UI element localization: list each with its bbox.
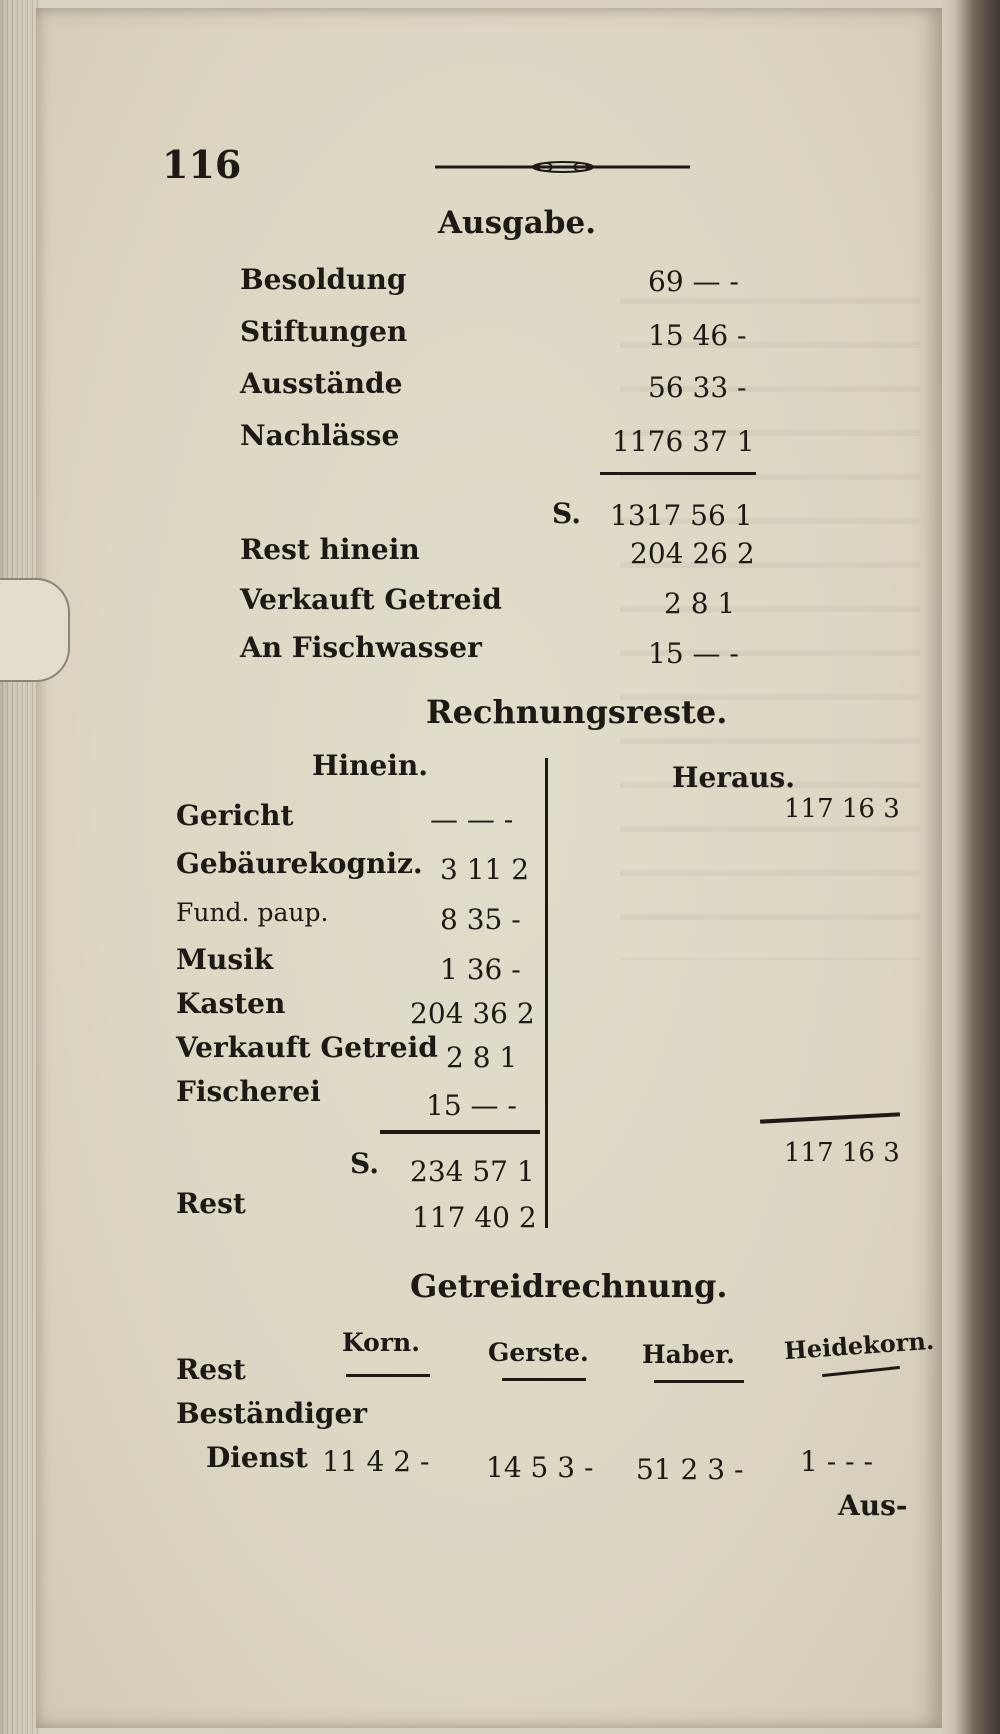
- sum-rule: [380, 1130, 540, 1134]
- rest-value: 2 8 1: [446, 1041, 518, 1074]
- heraus-value: 117 16 3: [784, 794, 900, 824]
- grain-column-head: Gerste.: [488, 1338, 589, 1367]
- ausgabe-sum-value: 1317 56 1: [610, 499, 753, 532]
- ausgabe-value: 56 33 -: [648, 371, 747, 404]
- ausgabe-value: 15 — -: [648, 637, 739, 670]
- column-rule: [502, 1378, 586, 1381]
- ausgabe-value: 69 — -: [648, 265, 739, 298]
- header-ornament: [435, 160, 690, 174]
- rest-value: — — -: [430, 803, 514, 836]
- rest-label: Verkauft Getreid: [176, 1031, 438, 1064]
- ausgabe-value: 204 26 2: [630, 537, 755, 570]
- dienst-value: 14 5 3 -: [486, 1451, 594, 1484]
- ausgabe-sum-label: S.: [552, 497, 581, 530]
- ausgabe-title: Ausgabe.: [438, 205, 596, 241]
- rest-value: 204 36 2: [410, 997, 535, 1030]
- ausgabe-value: 15 46 -: [648, 319, 747, 352]
- grain-column-head: Heidekorn.: [783, 1325, 935, 1366]
- heraus-heading: Heraus.: [672, 761, 796, 794]
- page-stack-edge: [0, 0, 40, 1734]
- rest-value: 3 11 2: [440, 853, 530, 886]
- ausgabe-label: Nachlässe: [240, 419, 400, 452]
- rest-value: 1 36 -: [440, 953, 521, 986]
- hinein-heading: Hinein.: [312, 749, 429, 782]
- bookmark-tab: [0, 578, 70, 682]
- rest-label: Gebäurekogniz.: [176, 847, 423, 880]
- column-rule: [346, 1374, 430, 1377]
- rest-label: Rest: [176, 1187, 246, 1220]
- rest-total-value: 117 40 2: [412, 1201, 537, 1234]
- ausgabe-label: Verkauft Getreid: [240, 583, 502, 616]
- rest-label: Fischerei: [176, 1075, 321, 1108]
- column-divider: [545, 758, 548, 1228]
- ausgabe-label: Rest hinein: [240, 533, 420, 566]
- rest-value: 8 35 -: [440, 903, 521, 936]
- ausgabe-label: Stiftungen: [240, 315, 408, 348]
- ausgabe-label: Ausstände: [240, 367, 403, 400]
- rest-label: Gericht: [176, 799, 294, 832]
- grain-column-head: Haber.: [642, 1340, 735, 1369]
- page-number: 116: [162, 142, 242, 187]
- getreidrechnung-title: Getreidrechnung.: [410, 1267, 728, 1305]
- rest-label: Fund. paup.: [176, 898, 329, 927]
- rechnungsreste-sum-label: S.: [350, 1147, 379, 1180]
- ausgabe-value: 1176 37 1: [612, 425, 755, 458]
- dienst-label: Dienst: [206, 1441, 308, 1474]
- rest-value: 15 — -: [426, 1089, 517, 1122]
- ausgabe-value: 2 8 1: [664, 587, 736, 620]
- heraus-total: 117 16 3: [784, 1138, 900, 1168]
- bestandiger-label: Beständiger: [176, 1397, 368, 1430]
- rechnungsreste-sum-value: 234 57 1: [410, 1155, 535, 1188]
- ausgabe-label: Besoldung: [240, 263, 407, 296]
- grain-column-head: Korn.: [342, 1328, 420, 1357]
- getreid-rest-label: Rest: [176, 1353, 246, 1386]
- dienst-value: 51 2 3 -: [636, 1453, 744, 1486]
- column-rule: [654, 1380, 744, 1383]
- sum-rule: [600, 472, 756, 475]
- dienst-value: 1 - - -: [800, 1445, 873, 1478]
- rechnungsreste-title: Rechnungsreste.: [426, 693, 728, 731]
- rest-label: Musik: [176, 943, 274, 976]
- rest-label: Kasten: [176, 987, 286, 1020]
- catchword: Aus-: [838, 1489, 908, 1522]
- ausgabe-label: An Fischwasser: [240, 631, 482, 664]
- dienst-value: 11 4 2 -: [322, 1445, 430, 1478]
